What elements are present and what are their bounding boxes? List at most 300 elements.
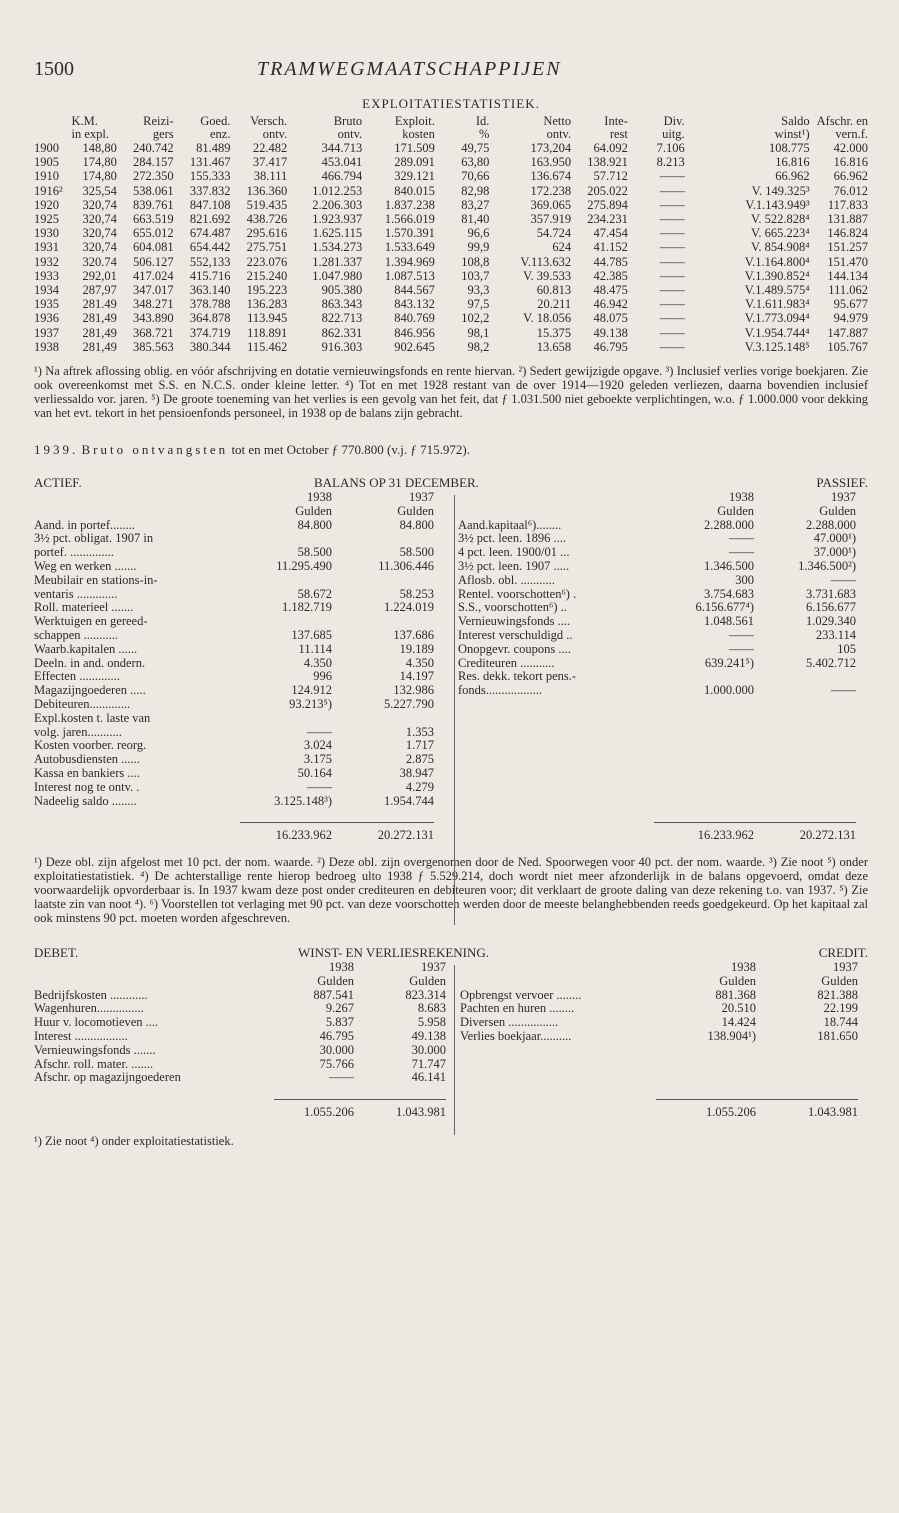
exp-cell: 363.140 [189, 283, 231, 298]
passief-row [458, 629, 856, 643]
exp-cell: 320,74 [82, 240, 117, 255]
actief-row [34, 546, 434, 560]
debet-value-1937: 8.683 [417, 1001, 446, 1016]
debet-total-1937: 1.043.981 [354, 1099, 446, 1119]
actief-row [34, 795, 434, 809]
exp-cell: 846.956 [394, 325, 435, 340]
credit-value-1937: 821.388 [817, 987, 858, 1002]
exp-cell: 325,54 [82, 183, 117, 198]
actief-value-1937: 11.306.446 [378, 559, 434, 574]
passief-value-1937: 3.731.683 [806, 586, 856, 601]
exp-cell: 840.015 [394, 183, 435, 198]
exp-cell: 163.950 [530, 155, 572, 170]
actief-value-1938: 3.125.148³) [274, 793, 332, 808]
exp-cell: 7.106 [656, 141, 685, 155]
exp-cell: 1938 [34, 339, 59, 354]
passief-label: Crediteuren ........... [458, 655, 555, 670]
exp-cell: 136.674 [530, 169, 572, 184]
debet-year: 1937 [421, 959, 446, 974]
exp-cell: 1.570.391 [384, 226, 435, 241]
credit-year-row [460, 961, 858, 975]
exp-cell: 1.534.273 [312, 240, 363, 255]
passief-label: fonds.................. [458, 683, 543, 698]
passief-head: PASSIEF. [816, 475, 868, 491]
passief-row [458, 519, 856, 533]
actief-row [34, 753, 434, 767]
actief-value-1937: 38.947 [399, 765, 434, 780]
exp-cell: 624 [552, 240, 572, 255]
debet-label: Wagenhuren............... [34, 1001, 144, 1016]
exp-cell: 674.487 [189, 226, 231, 241]
passief-label: Res. dekk. tekort pens.- [458, 669, 577, 684]
credit-row [460, 1002, 858, 1016]
running-title: TRAMWEGMAATSCHAPPIJEN [257, 58, 562, 80]
actief-total-row [34, 823, 434, 843]
exp-cell: 1.923.937 [312, 212, 363, 227]
debet-value-1937: 71.747 [411, 1056, 446, 1071]
exp-cell: 174,80 [82, 155, 117, 170]
exp-cell: 329.121 [394, 169, 435, 184]
exp-cell: 148,80 [82, 141, 117, 155]
debet-value-1938: 887.541 [313, 987, 354, 1002]
exp-cell: 1.281.337 [312, 254, 363, 269]
exp-header-cell [34, 115, 71, 128]
exp-cell: 1930 [34, 226, 59, 241]
bruto-label: Bruto ontvangsten [81, 442, 229, 458]
exp-cell: 374.719 [189, 325, 231, 340]
debet-label: Vernieuwingsfonds ....... [34, 1042, 156, 1057]
credit-unit: Gulden [821, 973, 858, 988]
passief-label: Aflosb. obl. ........... [458, 572, 555, 587]
debet-label: Bedrijfskosten ............ [34, 987, 148, 1002]
exp-cell: —— [659, 240, 685, 255]
actief-row [34, 574, 434, 588]
debet-total-row [34, 1099, 446, 1119]
exp-header-cell: Goed. [200, 114, 231, 128]
actief-label: Effecten ............. [34, 669, 120, 684]
credit-head: CREDIT. [818, 944, 868, 960]
passief-value-1937: 105 [837, 641, 856, 656]
passief-label: Aand.kapitaal⁶)........ [458, 517, 562, 532]
actief-value-1938: 124.912 [291, 683, 332, 698]
passief-value-1938: —— [729, 545, 754, 560]
passief-row [458, 588, 856, 602]
exp-cell: 81.489 [196, 141, 231, 155]
exp-cell: 839.761 [133, 197, 174, 212]
exp-header-cell: vern.f. [835, 127, 868, 141]
exp-row [34, 283, 868, 297]
actief-label: Kosten voorber. reorg. [34, 738, 147, 753]
exp-cell: 103,7 [461, 268, 490, 283]
exp-header-cell: ontv. [546, 127, 572, 141]
actief-label: Kassa en bankiers .... [34, 765, 140, 780]
actief-value-1937: 4.279 [405, 779, 434, 794]
exp-row [34, 198, 868, 212]
actief-value-1938: 3.175 [303, 752, 332, 767]
passief-row [458, 615, 856, 629]
exp-row [34, 212, 868, 226]
passief-unit: Gulden [819, 503, 856, 518]
exp-cell: —— [659, 226, 685, 241]
exp-cell: —— [659, 283, 685, 298]
exp-cell: 195.223 [246, 283, 288, 298]
exp-cell: 337.832 [189, 183, 231, 198]
actief-value-1938: 84.800 [297, 517, 332, 532]
spacer-row [458, 767, 856, 781]
exp-cell: 70,66 [461, 169, 490, 184]
passief-table [458, 491, 856, 843]
exp-cell: 519.435 [246, 197, 288, 212]
bruto-year: 1939. [34, 442, 79, 458]
exp-cell: 663.519 [133, 212, 174, 227]
exp-header-cell: in expl. [71, 127, 109, 141]
passief-label: Interest verschuldigd .. [458, 628, 573, 643]
exp-cell: 93,3 [467, 283, 490, 298]
credit-value-1937: 22.199 [823, 1001, 858, 1016]
exp-cell: 171.509 [394, 141, 435, 155]
exp-cell: 16.816 [833, 155, 868, 170]
actief-year: 1937 [409, 490, 434, 505]
exp-cell: 272.350 [133, 169, 174, 184]
spacer-row [458, 726, 856, 740]
debet-value-1937: 49.138 [411, 1028, 446, 1043]
passief-row [458, 574, 856, 588]
credit-year: 1937 [833, 959, 858, 974]
exp-cell: 64.092 [593, 141, 628, 155]
actief-value-1937: 1.717 [405, 738, 434, 753]
actief-value-1938 [240, 574, 332, 588]
actief-row [34, 670, 434, 684]
exp-row [34, 226, 868, 240]
credit-label: Verlies boekjaar.......... [460, 1028, 572, 1043]
debet-label: Afschr. op magazijngoederen [34, 1070, 181, 1085]
actief-value-1937: 4.350 [405, 655, 434, 670]
exp-cell: 1.625.115 [312, 226, 363, 241]
actief-label: Roll. materieel ....... [34, 600, 134, 615]
actief-year: 1938 [307, 490, 332, 505]
exp-cell: 146.824 [827, 226, 868, 241]
debet-value-1937: 30.000 [411, 1042, 446, 1057]
exp-cell: 292,01 [82, 268, 117, 283]
passief-unit-row [458, 505, 856, 519]
spacer-row [458, 698, 856, 712]
exp-cell: 172.238 [530, 183, 572, 198]
exploitatie-notes: ¹) Na aftrek aflossing oblig. en vóór afschrijving en dotatie vernieuwingsfonds en rente hiervan. ²) Sedert gewijzigde opgave. ³) Inclusief verlies vorige boekjaren. Zie ook overeenkomst met S.S. en N.C.S. onder kleine letter. ⁴) Tot en met 1928 restant van de over 1914—1920 geleden verliezen, daarna bovendien inclusief verliessaldo vor. jaren. ⁵) De groote toeneming van het verlies is een gevolg van het feit, dat ƒ 1.031.500 niet geboekte verplichtingen, w.o. ƒ 1.000.000 voor dekking van het evt. tekort in het pensioenfonds personeel, in 1938 op de balans zijn gebracht. [34, 364, 868, 421]
passief-value-1938: 1.048.561 [704, 614, 754, 629]
exp-cell: 320,74 [82, 197, 117, 212]
actief-value-1938: —— [307, 779, 332, 794]
balans-title: BALANS OP 31 DECEMBER. [314, 475, 479, 491]
passief-year: 1937 [831, 490, 856, 505]
page-header [34, 58, 868, 88]
exp-header-cell: K.M. [71, 114, 98, 128]
exp-cell: 1910 [34, 169, 59, 184]
passief-year-row [458, 491, 856, 505]
passief-total-1937: 20.272.131 [754, 823, 856, 843]
actief-label: volg. jaren........... [34, 724, 122, 739]
exp-header-cell: ontv. [337, 127, 363, 141]
exp-cell: 1.533.649 [384, 240, 435, 255]
exp-cell: 281,49 [82, 339, 117, 354]
exp-cell: 111.062 [828, 283, 868, 298]
exp-cell: 113.945 [247, 311, 288, 326]
actief-label: Interest nog te ontv. . [34, 779, 140, 794]
exp-cell: 281.49 [82, 297, 117, 312]
debet-row [34, 1030, 446, 1044]
passief-label: Rentel. voorschotten⁶) . [458, 586, 577, 601]
passief-total-row [458, 823, 856, 843]
actief-value-1937: 132.986 [393, 683, 434, 698]
actief-label: Expl.kosten t. laste van [34, 710, 151, 725]
exp-cell: 117.833 [827, 197, 868, 212]
exp-cell: 173,204 [530, 141, 572, 155]
exp-header-cell: Id. [475, 114, 490, 128]
exp-cell: 98,1 [467, 325, 490, 340]
exp-cell: 1916² [34, 183, 63, 198]
exp-header-cell: Afschr. en [816, 114, 868, 128]
credit-row [460, 989, 858, 1003]
actief-value-1937 [332, 532, 434, 546]
exp-row [34, 311, 868, 325]
actief-row [34, 629, 434, 643]
exp-cell: 47.454 [593, 226, 628, 241]
passief-row [458, 601, 856, 615]
actief-value-1938 [240, 615, 332, 629]
exp-cell: —— [659, 254, 685, 269]
exp-cell: 348.271 [133, 297, 174, 312]
exp-cell: 1.012.253 [312, 183, 363, 198]
exp-cell: 1931 [34, 240, 59, 255]
exp-cell: 822.713 [321, 311, 363, 326]
debet-label: Interest ................. [34, 1028, 128, 1043]
exp-cell: V.1.164.800⁴ [744, 254, 810, 269]
exp-cell: 275.751 [246, 240, 288, 255]
credit-total-row [460, 1099, 858, 1119]
actief-value-1937: 58.253 [399, 586, 434, 601]
exp-cell: 8.213 [656, 155, 685, 170]
exp-cell: 108,8 [461, 254, 490, 269]
passief-value-1937: 5.402.712 [806, 655, 856, 670]
exp-cell: V.1.954.744⁴ [744, 325, 810, 340]
exp-cell: V. 18.056 [523, 311, 572, 326]
actief-label: Deeln. in and. ondern. [34, 655, 146, 670]
actief-value-1938: 3.024 [303, 738, 332, 753]
exp-cell: 16.816 [775, 155, 810, 170]
exp-cell: 344.713 [321, 141, 363, 155]
exp-cell: 1.047.980 [312, 268, 363, 283]
exp-cell: 76.012 [833, 183, 868, 198]
actief-label: Meubilair en stations-in- [34, 572, 158, 587]
exp-cell: 147.887 [827, 325, 868, 340]
spacer-row [460, 1071, 858, 1085]
debet-table [34, 961, 446, 1120]
exp-cell: 144.134 [827, 268, 868, 283]
actief-row [34, 781, 434, 795]
page-number: 1500 [34, 58, 74, 80]
exp-cell: 538.061 [133, 183, 174, 198]
spacer-row [458, 795, 856, 809]
exp-cell: V. 149.325³ [751, 183, 810, 198]
debet-row [34, 1044, 446, 1058]
actief-value-1937: 84.800 [399, 517, 434, 532]
debet-row [34, 1058, 446, 1072]
passief-row [458, 684, 856, 698]
actief-label: Waarb.kapitalen ...... [34, 641, 138, 656]
actief-label: portef. .............. [34, 545, 114, 560]
exp-header-cell: Bruto [333, 114, 363, 128]
exp-cell: 916.303 [321, 339, 363, 354]
exp-cell: —— [659, 297, 685, 312]
debet-unit-row [34, 975, 446, 989]
passief-value-1938 [654, 670, 754, 684]
exp-cell: —— [659, 268, 685, 283]
actief-label: Magazijngoederen ..... [34, 683, 146, 698]
credit-unit-row [460, 975, 858, 989]
exp-cell: 380.344 [189, 339, 231, 354]
exp-cell: 95.677 [833, 297, 868, 312]
exploitatie-table [34, 115, 868, 354]
exp-cell: —— [659, 169, 685, 184]
debet-total-1938: 1.055.206 [274, 1099, 354, 1119]
actief-value-1937 [332, 574, 434, 588]
exp-row [34, 155, 868, 169]
exp-cell: 843.132 [394, 297, 435, 312]
actief-label: Werktuigen en gereed- [34, 614, 148, 629]
credit-row [460, 1030, 858, 1044]
exp-cell: 99,9 [467, 240, 490, 255]
actief-total-1938: 16.233.962 [240, 823, 332, 843]
passief-unit: Gulden [717, 503, 754, 518]
exp-cell: 863.343 [321, 297, 363, 312]
exp-cell: 46.942 [593, 297, 628, 312]
exp-cell: 1900 [34, 141, 59, 155]
exp-cell: 96,6 [467, 226, 490, 241]
debet-value-1937: 5.958 [417, 1015, 446, 1030]
exp-header-cell: Versch. [250, 114, 288, 128]
exp-cell: 22.482 [252, 141, 288, 155]
exp-row [34, 255, 868, 269]
exp-cell: 49,75 [461, 141, 490, 155]
exp-cell: 654.442 [189, 240, 231, 255]
exp-cell: 174,80 [82, 169, 117, 184]
actief-row [34, 588, 434, 602]
exp-cell: 57.712 [593, 169, 628, 184]
exp-cell: 48.075 [593, 311, 628, 326]
passief-label: Onopgevr. coupons .... [458, 641, 571, 656]
exp-cell: 1935 [34, 297, 59, 312]
exp-cell: —— [659, 212, 685, 227]
passief-value-1938: 639.241⁵) [704, 655, 754, 670]
passief-label: S.S., voorschotten⁶) .. [458, 600, 567, 615]
passief-value-1938: 1.000.000 [704, 683, 754, 698]
actief-value-1938: 93.213⁵) [289, 697, 332, 711]
actief-value-1937: 137.686 [393, 628, 434, 643]
passief-label: 3½ pct. leen. 1907 ..... [458, 559, 570, 574]
debet-unit: Gulden [409, 973, 446, 988]
balans-divider [454, 495, 455, 925]
exp-row [34, 297, 868, 311]
debet-value-1938: 46.795 [319, 1028, 354, 1043]
exp-cell: 905.380 [321, 283, 363, 298]
credit-value-1937: 181.650 [817, 1028, 858, 1043]
exp-cell: 46.795 [593, 339, 628, 354]
actief-value-1937: 14.197 [399, 669, 434, 684]
actief-row [34, 532, 434, 546]
actief-value-1938: 4.350 [303, 655, 332, 670]
actief-value-1938: 11.295.490 [276, 559, 332, 574]
exp-cell: 506.127 [133, 254, 174, 269]
exp-cell: 13.658 [536, 339, 572, 354]
exp-cell: 131.887 [827, 212, 868, 227]
exp-cell: 94.979 [833, 311, 868, 326]
exp-cell: 840.769 [394, 311, 435, 326]
credit-value-1938: 881.368 [715, 987, 756, 1002]
exp-cell: 281,49 [82, 311, 117, 326]
spacer-row [34, 808, 434, 822]
passief-value-1937: —— [831, 572, 856, 587]
exp-cell: 1905 [34, 155, 59, 170]
exp-cell: —— [659, 311, 685, 326]
debet-value-1937: 46.141 [411, 1070, 446, 1085]
actief-row [34, 698, 434, 712]
actief-value-1938 [240, 532, 332, 546]
exp-cell: 115.462 [247, 339, 288, 354]
exp-cell: 275.894 [587, 197, 628, 212]
actief-year-row [34, 491, 434, 505]
bruto-line [34, 442, 868, 457]
exp-cell: 320.74 [82, 254, 117, 269]
actief-row [34, 519, 434, 533]
exp-cell: 215.240 [246, 268, 288, 283]
debet-label: Huur v. locomotieven .... [34, 1015, 159, 1030]
exp-header-row [34, 128, 868, 141]
actief-row [34, 684, 434, 698]
exp-header-cell: enz. [209, 127, 231, 141]
exp-cell: 151.257 [827, 240, 868, 255]
exploitatie-title: EXPLOITATIESTATISTIEK. [362, 96, 540, 111]
actief-value-1937: 58.500 [399, 545, 434, 560]
exp-header-cell [34, 128, 71, 141]
exp-cell: V.1.489.575⁴ [744, 283, 810, 298]
exp-cell: 844.567 [394, 283, 435, 298]
spacer-row [460, 1044, 858, 1058]
debet-row [34, 989, 446, 1003]
actief-row [34, 657, 434, 671]
passief-value-1938: 300 [735, 572, 754, 587]
passief-value-1937: 1.346.500²) [798, 559, 856, 574]
actief-value-1937: 2.875 [405, 752, 434, 767]
credit-unit: Gulden [719, 973, 756, 988]
actief-table [34, 491, 434, 843]
exp-cell: 415.716 [189, 268, 231, 283]
credit-year: 1938 [731, 959, 756, 974]
passief-row [458, 560, 856, 574]
exp-cell: 320,74 [82, 212, 117, 227]
exp-cell: 385.563 [133, 339, 174, 354]
actief-total-1937: 20.272.131 [332, 823, 434, 843]
exp-cell: V.1.611.983⁴ [745, 297, 810, 312]
actief-row [34, 726, 434, 740]
exp-cell: 1936 [34, 311, 59, 326]
actief-value-1938: 137.685 [291, 628, 332, 643]
actief-row [34, 560, 434, 574]
passief-value-1938: 6.156.677⁴) [695, 600, 754, 615]
credit-value-1938: 138.904¹) [707, 1028, 756, 1043]
exp-cell: 281,49 [82, 325, 117, 340]
passief-value-1938: —— [729, 628, 754, 643]
winst-title: WINST- EN VERLIESREKENING. [298, 944, 490, 960]
actief-label: Aand. in portef........ [34, 517, 136, 532]
